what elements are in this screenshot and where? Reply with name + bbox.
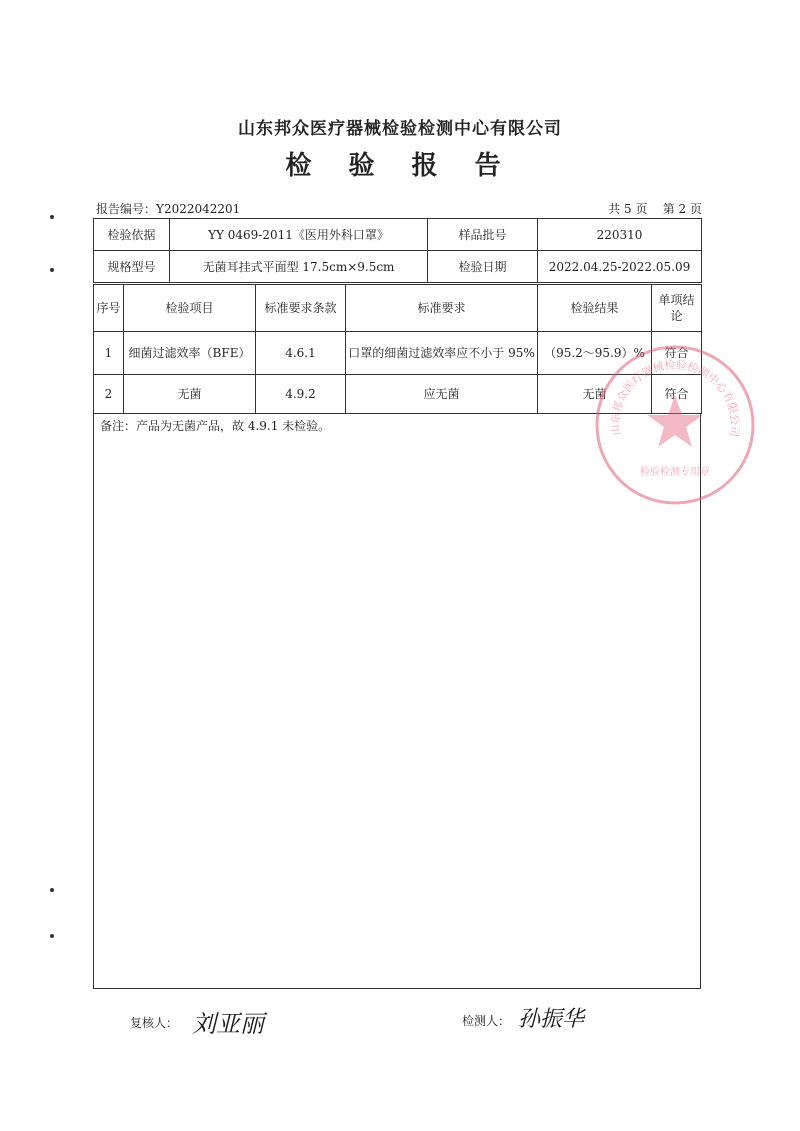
- organization-name: 山东邦众医疗器械检验检测中心有限公司: [238, 119, 562, 139]
- cell-clause: 4.6.1: [256, 332, 346, 375]
- cell-conclusion: 符合: [652, 375, 702, 414]
- info-row: [94, 219, 702, 251]
- tester-label: 检测人：: [462, 1014, 511, 1028]
- header-requirement: 标准要求: [346, 285, 538, 332]
- header-item: 检验项目: [124, 285, 256, 332]
- header-clause: 标准要求条款: [256, 285, 346, 332]
- reviewer-label: 复核人：: [130, 1016, 179, 1030]
- report-number: [96, 200, 240, 217]
- binding-hole-mark: [50, 888, 54, 892]
- info-table: [93, 218, 702, 283]
- remark-text: 备注：产品为无菌产品，故 4.9.1 未检验。: [100, 419, 331, 433]
- binding-hole-mark: [50, 268, 54, 272]
- header-result: 检验结果: [538, 285, 652, 332]
- seal-star-icon: [647, 395, 703, 447]
- binding-hole-mark: [50, 934, 54, 938]
- header-seq: 序号: [94, 285, 124, 332]
- cell-result: （95.2～95.9）%: [538, 332, 652, 375]
- report-number-value: Y2022042201: [156, 202, 241, 216]
- cell-item: 细菌过滤效率（BFE）: [124, 332, 256, 375]
- cell-requirement: 应无菌: [346, 375, 538, 414]
- header-conclusion: 单项结论: [652, 285, 702, 332]
- date-label: 检验日期: [428, 251, 538, 283]
- reviewer-signature: 刘亚丽: [192, 1010, 264, 1038]
- page-indicator: 共 5 页 第 2 页: [608, 202, 702, 216]
- seal-subtext: 检验检测专用章: [640, 467, 710, 478]
- seal-text: 山东邦众医疗器械检验检测中心有限公司: [608, 358, 742, 438]
- cell-requirement: 口罩的细菌过滤效率应不小于 95%: [346, 332, 538, 375]
- document-title: 检 验 报 告: [285, 151, 515, 181]
- spec-value: 无菌耳挂式平面型 17.5cm×9.5cm: [170, 251, 428, 283]
- cell-conclusion: 符合: [652, 332, 702, 375]
- cell-seq: 2: [94, 375, 124, 414]
- tester-signature: 孙振华: [518, 1007, 585, 1032]
- results-header-row: [94, 285, 702, 332]
- report-number-label: 报告编号：: [96, 202, 157, 216]
- spec-label: 规格型号: [94, 251, 170, 283]
- basis-value: YY 0469-2011《医用外科口罩》: [170, 219, 428, 251]
- basis-label: 检验依据: [94, 219, 170, 251]
- binding-hole-mark: [50, 215, 54, 219]
- cell-result: 无菌: [538, 375, 652, 414]
- cell-item: 无菌: [124, 375, 256, 414]
- batch-value: 220310: [538, 219, 702, 251]
- date-value: 2022.04.25-2022.05.09: [538, 251, 702, 283]
- official-seal: [590, 340, 760, 510]
- cell-seq: 1: [94, 332, 124, 375]
- info-row: [94, 251, 702, 283]
- cell-clause: 4.9.2: [256, 375, 346, 414]
- batch-label: 样品批号: [428, 219, 538, 251]
